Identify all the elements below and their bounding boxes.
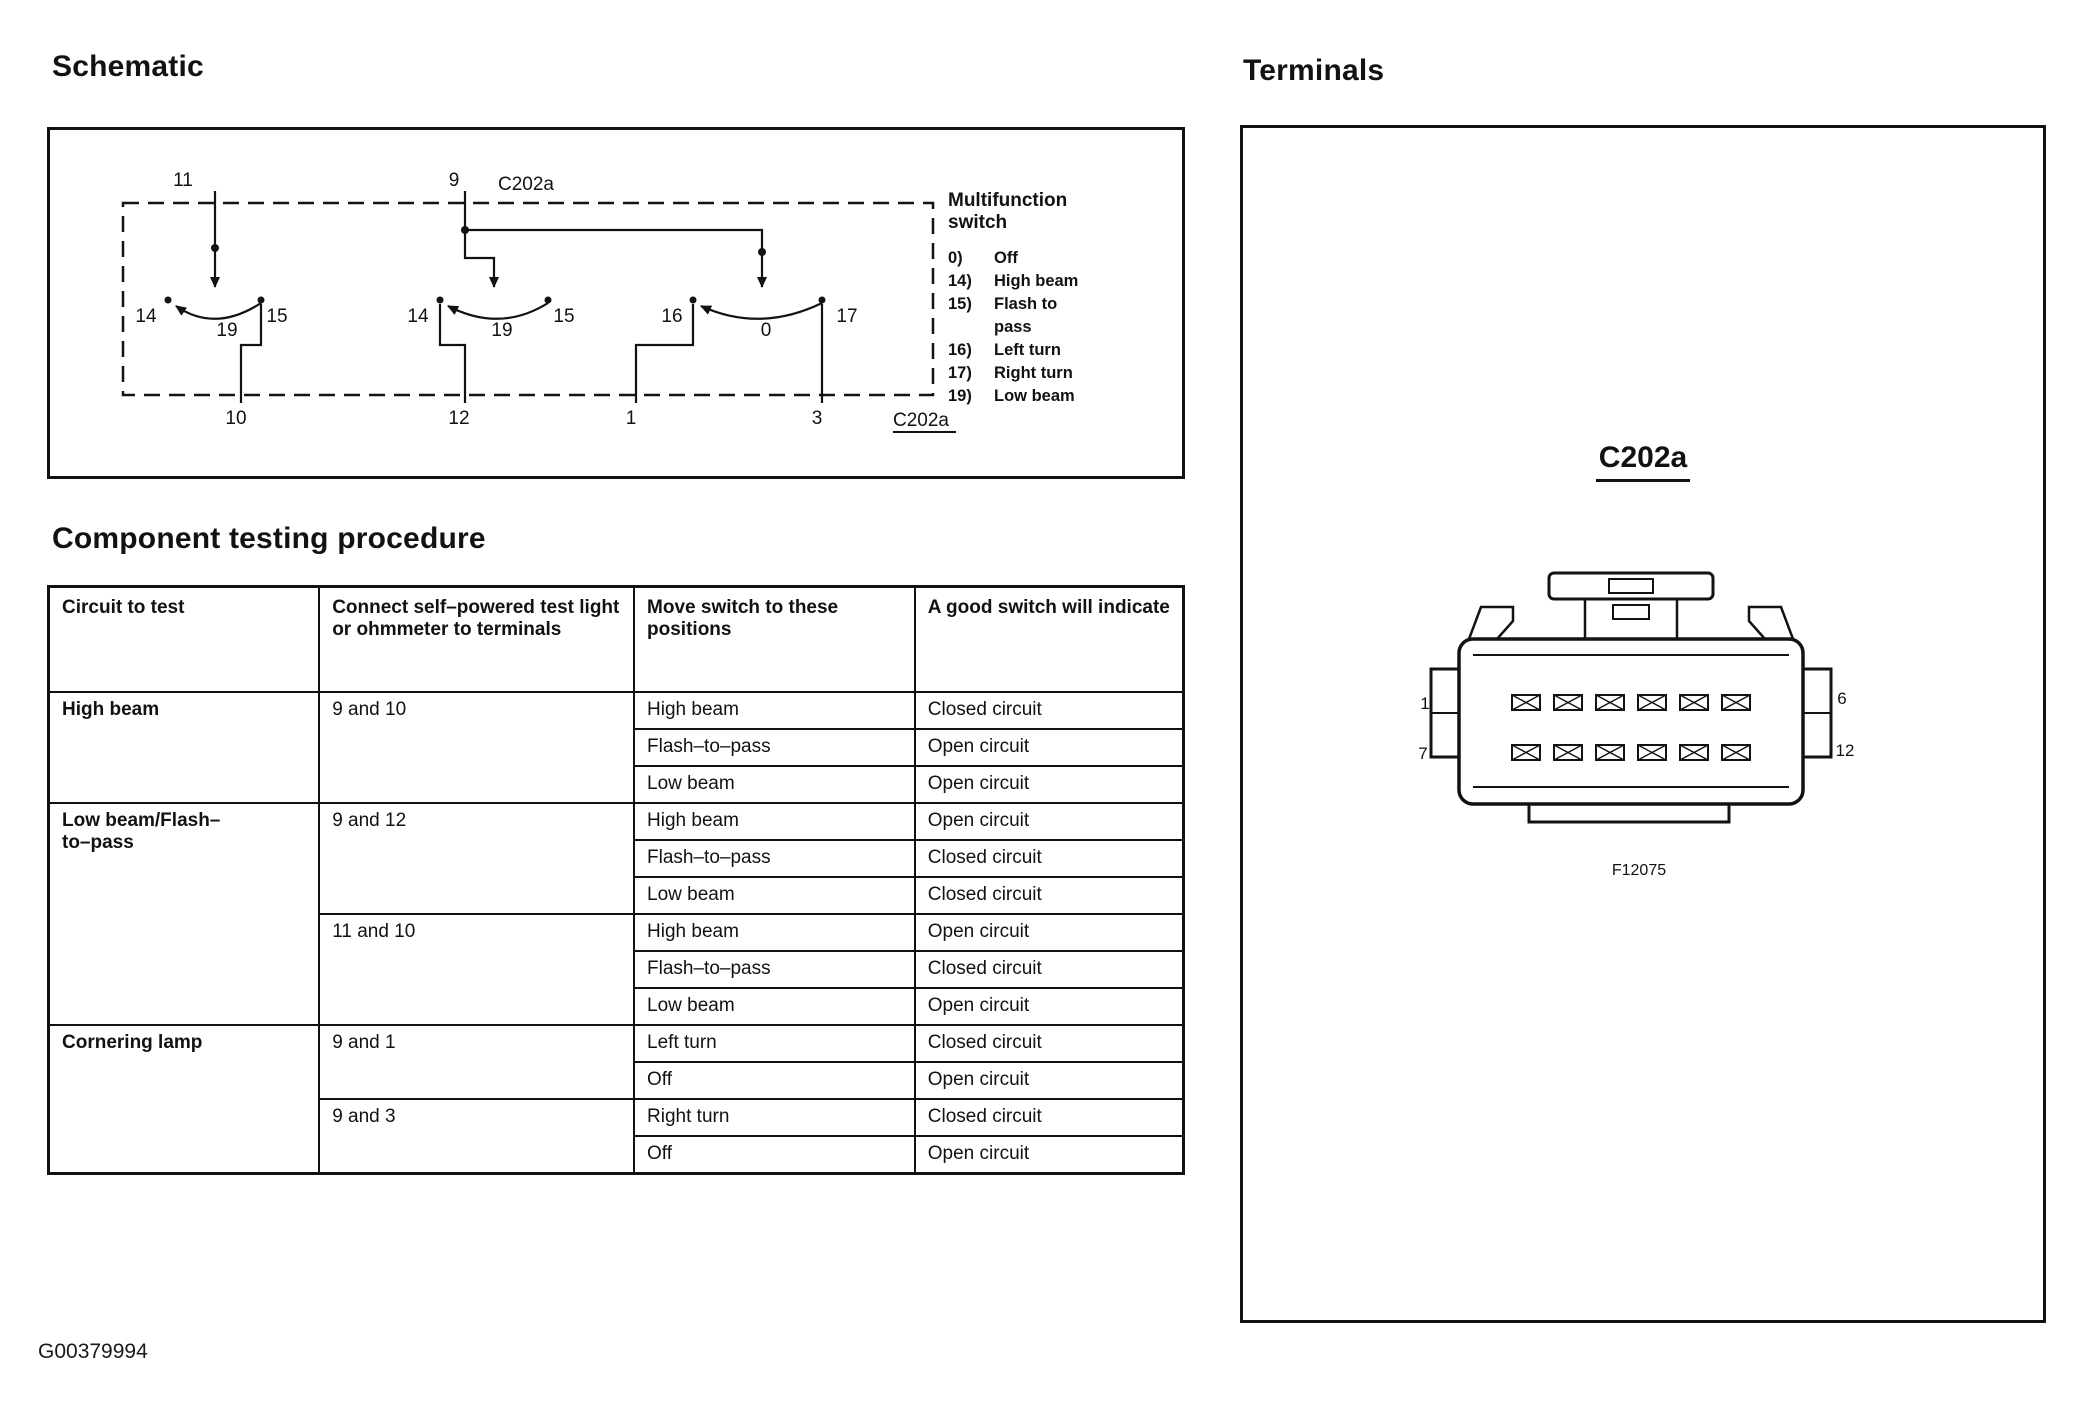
pin-number-1: 1 (1420, 694, 1430, 713)
figure-label: F12075 (1611, 862, 1667, 879)
legend-item (948, 293, 1174, 339)
position-cell: Off (634, 1062, 915, 1099)
connector-heading: C202a (1243, 441, 2043, 482)
pin-slot (1596, 695, 1624, 710)
table-header-row (49, 587, 1184, 693)
corner-tab-right (1749, 607, 1793, 639)
pin-slot (1554, 695, 1582, 710)
table-row (49, 803, 1184, 840)
header-circuit: Circuit to test (49, 587, 320, 693)
result-cell: Open circuit (915, 803, 1184, 840)
legend-item-label: Flash to pass (994, 295, 1058, 337)
pin-number-7: 7 (1418, 744, 1428, 763)
pin-slot (1512, 695, 1540, 710)
legend-item-number: 14) (948, 271, 972, 290)
position-label: 15 (553, 306, 575, 327)
legend-item (948, 247, 1174, 270)
header-indication: A good switch will indicate (915, 587, 1184, 693)
legend-item-label: Low beam (994, 387, 1075, 406)
position-cell: Flash–to–pass (634, 840, 915, 877)
terminals-cell: 9 and 3 (319, 1099, 634, 1173)
testing-section-title: Component testing procedure (52, 522, 486, 555)
result-cell: Open circuit (915, 1062, 1184, 1099)
position-label: 0 (760, 320, 772, 341)
table-row (49, 1025, 1184, 1062)
result-cell: Closed circuit (915, 1099, 1184, 1136)
position-cell: Low beam (634, 766, 915, 803)
position-cell: Left turn (634, 1025, 915, 1062)
pin-slot (1680, 745, 1708, 760)
terminals-cell: 9 and 10 (319, 692, 634, 803)
position-label: 16 (661, 306, 683, 327)
pin-label-3: 3 (811, 408, 823, 429)
pin-label-11: 11 (173, 170, 193, 191)
pin-label-10: 10 (225, 408, 247, 429)
legend-item (948, 270, 1174, 293)
position-label: 14 (135, 306, 157, 327)
pin-slot (1680, 695, 1708, 710)
latch-detail (1609, 579, 1653, 593)
pin-slot (1722, 695, 1750, 710)
corner-tab-left (1469, 607, 1513, 639)
position-label: 15 (266, 306, 288, 327)
result-cell: Open circuit (915, 766, 1184, 803)
position-cell: Low beam (634, 877, 915, 914)
legend-item-label: Left turn (994, 341, 1061, 360)
result-cell: Open circuit (915, 988, 1184, 1025)
terminals-cell: 11 and 10 (319, 914, 634, 1025)
pin-slot (1512, 745, 1540, 760)
position-label: 19 (216, 320, 238, 341)
pin-slot (1596, 745, 1624, 760)
legend-item (948, 339, 1174, 362)
circuit-cell: Cornering lamp (49, 1025, 320, 1173)
legend-item-label: Right turn (994, 364, 1073, 383)
header-positions: Move switch to these positions (634, 587, 915, 693)
position-cell: Flash–to–pass (634, 729, 915, 766)
connector-body (1459, 639, 1803, 804)
connector-ref-bottom: C202a (893, 410, 949, 431)
position-label: 19 (491, 320, 513, 341)
legend-item (948, 385, 1174, 408)
switch-assembly-boundary (123, 203, 933, 395)
circuit-cell: Low beam/Flash–to–pass (49, 803, 320, 1025)
position-label: 17 (836, 306, 858, 327)
pin-slot (1638, 745, 1666, 760)
position-cell: Low beam (634, 988, 915, 1025)
component-testing-table (47, 585, 1185, 1175)
table-row (49, 692, 1184, 729)
connector-diagram (1411, 551, 1871, 881)
result-cell: Open circuit (915, 1136, 1184, 1173)
pin-number-12: 12 (1835, 741, 1855, 760)
schematic-wires (215, 191, 822, 403)
terminals-cell: 9 and 12 (319, 803, 634, 914)
circuit-cell: High beam (49, 692, 320, 803)
result-cell: Open circuit (915, 729, 1184, 766)
legend-item-label: Off (994, 248, 1018, 267)
position-cell: Off (634, 1136, 915, 1173)
legend-items (948, 247, 1174, 409)
legend-item-number: 0) (948, 248, 963, 267)
latch-detail (1613, 605, 1649, 619)
position-cell: High beam (634, 803, 915, 840)
terminals-section-title: Terminals (1243, 54, 1385, 87)
connector-housing (1431, 573, 1831, 822)
position-label: 14 (407, 306, 429, 327)
position-cell: Right turn (634, 1099, 915, 1136)
legend-item-number: 17) (948, 364, 972, 383)
position-cell: High beam (634, 914, 915, 951)
schematic-panel (47, 127, 1185, 479)
terminals-panel (1240, 125, 2046, 1323)
figure-code: G00379994 (38, 1340, 148, 1363)
multifunction-switch-legend (948, 190, 1174, 408)
position-cell: High beam (634, 692, 915, 729)
pin-slot (1722, 745, 1750, 760)
result-cell: Open circuit (915, 914, 1184, 951)
result-cell: Closed circuit (915, 840, 1184, 877)
legend-item (948, 362, 1174, 385)
header-terminals: Connect self–powered test light or ohmmeter to terminals (319, 587, 634, 693)
legend-title: Multifunction switch (948, 190, 1068, 234)
pin-slot (1638, 695, 1666, 710)
result-cell: Closed circuit (915, 951, 1184, 988)
pin-slot (1554, 745, 1582, 760)
terminals-cell: 9 and 1 (319, 1025, 634, 1099)
connector-ref-top: C202a (498, 174, 554, 195)
schematic-section-title: Schematic (52, 50, 204, 83)
pin-label-12: 12 (448, 408, 470, 429)
pin-number-6: 6 (1837, 689, 1847, 708)
legend-item-number: 19) (948, 387, 972, 406)
result-cell: Closed circuit (915, 877, 1184, 914)
pin-label-1: 1 (625, 408, 637, 429)
pin-label-9: 9 (448, 170, 460, 191)
legend-item-number: 16) (948, 341, 972, 360)
result-cell: Closed circuit (915, 1025, 1184, 1062)
position-cell: Flash–to–pass (634, 951, 915, 988)
result-cell: Closed circuit (915, 692, 1184, 729)
legend-item-number: 15) (948, 295, 972, 313)
legend-item-label: High beam (994, 271, 1079, 290)
